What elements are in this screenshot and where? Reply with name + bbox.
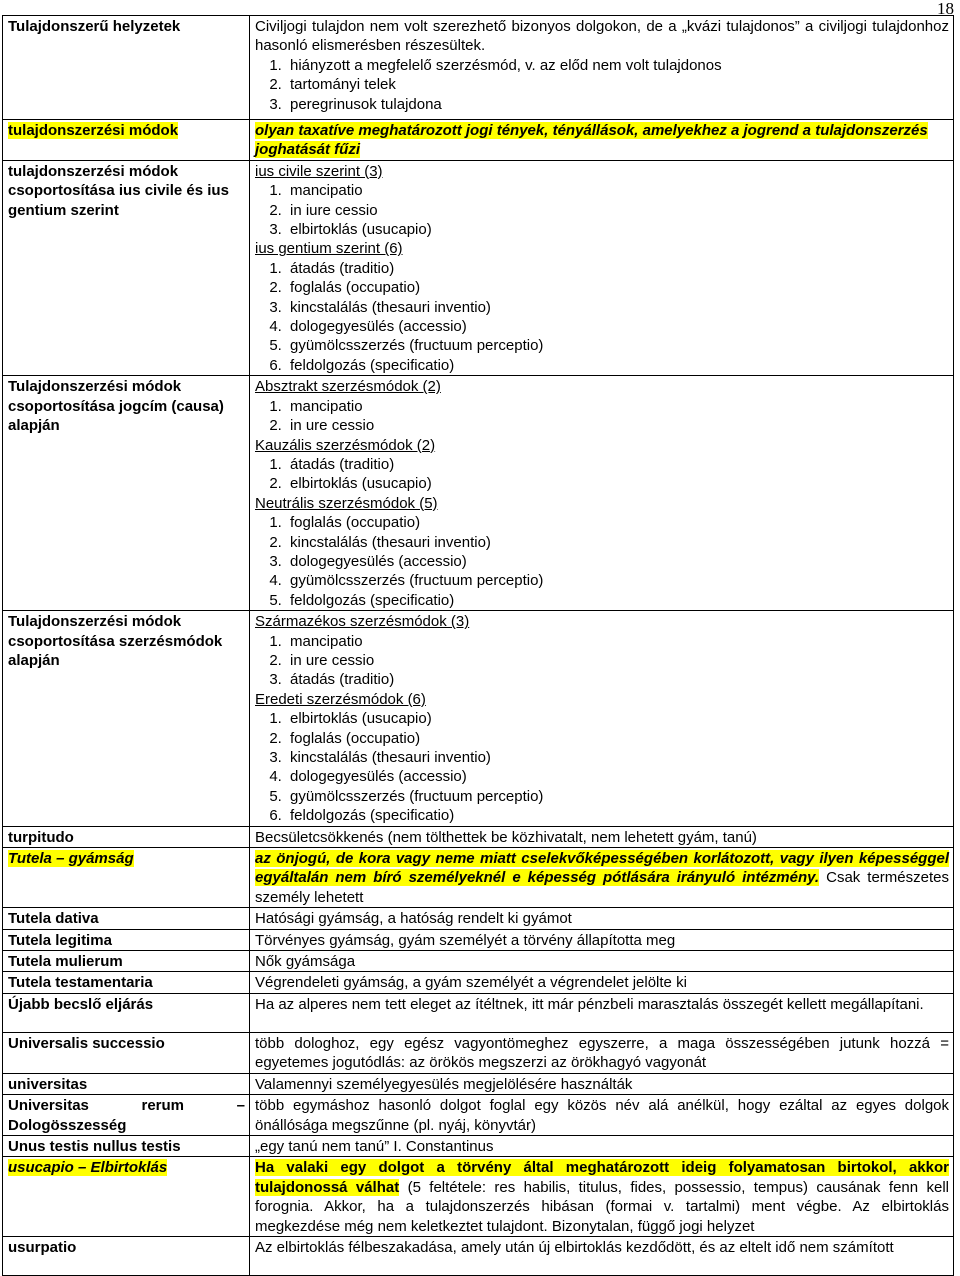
term-cell (3, 376, 250, 611)
term-cell (3, 1135, 250, 1156)
definition-text: „egy tanú nem tanú” I. Constantinus (255, 1137, 494, 1155)
definition-text: Hatósági gyámság, a hatóság rendelt ki gyámot (255, 910, 572, 928)
term: turpitudo (8, 828, 74, 846)
term: Tulajdonszerű helyzetek (8, 18, 181, 35)
definition-cell (250, 1157, 954, 1237)
glossary-table (2, 15, 954, 1276)
list-item: 1. mancipatio (286, 397, 949, 416)
definition-cell (250, 1073, 954, 1094)
numbered-list (255, 513, 949, 610)
definition-highlight: olyan taxatíve meghatározott jogi tények, tényállások, amelyekhez a jogrend a tulajdonszerzés joghatását fűzi (255, 122, 928, 159)
definition-text: Ha az alperes nem tett eleget az ítéltnek, itt már pénzbeli marasztalás összegét kellett megállapítani. (255, 995, 924, 1013)
numbered-list (255, 56, 949, 114)
table-row (3, 1135, 954, 1156)
table-row (3, 972, 954, 993)
table-row (3, 848, 954, 908)
term: usucapio – Elbirtoklás (8, 1159, 168, 1177)
list-item: 2. in iure cessio (286, 201, 949, 220)
term-cell (3, 1073, 250, 1094)
definition-text: Végrendeleti gyámság, a gyám személyét a végrendelet jelölte ki (255, 974, 687, 992)
definition-cell (250, 929, 954, 950)
term: tulajdonszerzési módok csoportosítása ius civile és ius gentium szerint (8, 162, 229, 219)
list-item: 1. elbirtoklás (usucapio) (286, 709, 949, 728)
definition-cell (250, 826, 954, 847)
definition-cell (250, 1236, 954, 1275)
list-item: 3. kincstalálás (thesauri inventio) (286, 298, 949, 317)
group-heading: Eredeti szerzésmódok (6) (255, 690, 426, 708)
list-item: 2. in ure cessio (286, 416, 949, 435)
definition-text: több egymáshoz hasonló dolgot foglal egy közös név alá anélkül, hogy ezáltal az egyes dolgok önállósága megszűnne (pl. nyáj, könyvtár) (255, 1097, 949, 1134)
term: Tutela – gyámság (8, 850, 134, 868)
list-item: 5. gyümölcsszerzés (fructuum perceptio) (286, 336, 949, 355)
term-continuation: Dologösszesség (8, 1116, 127, 1134)
definition-text: Az elbirtoklás félbeszakadása, amely után új elbirtoklás kezdődött, és az eltelt idő nem számított (255, 1238, 894, 1256)
list-item: 4. dologegyesülés (accessio) (286, 767, 949, 786)
table-row (3, 1236, 954, 1275)
list-item: 3. átadás (traditio) (286, 670, 949, 689)
term-cell (3, 1236, 250, 1275)
term-cell (3, 611, 250, 826)
term-part: Universitas rerum (8, 1097, 185, 1115)
term-cell (3, 929, 250, 950)
list-item: 6. feldolgozás (specificatio) (286, 806, 949, 825)
list-item: 1. átadás (traditio) (286, 259, 949, 278)
list-item: 2. foglalás (occupatio) (286, 729, 949, 748)
list-item: 2. foglalás (occupatio) (286, 278, 949, 297)
table-row (3, 908, 954, 929)
definition-text: Törvényes gyámság, gyám személyét a törvény állapította meg (255, 931, 676, 949)
definition-cell (250, 160, 954, 375)
definition-cell (250, 16, 954, 120)
list-item: 3. peregrinusok tulajdona (286, 95, 949, 114)
list-item: 4. gyümölcsszerzés (fructuum perceptio) (286, 571, 949, 590)
group-heading: Neutrális szerzésmódok (5) (255, 494, 438, 512)
list-item: 1. foglalás (occupatio) (286, 513, 949, 532)
list-item: 5. gyümölcsszerzés (fructuum perceptio) (286, 787, 949, 806)
definition-highlight: Ha valaki egy dolgot a törvény által meghatározott ideig folyamatosan birtokol, akkor tulajdonossá válhat (255, 1159, 949, 1196)
numbered-list (255, 455, 949, 494)
term-cell (3, 120, 250, 161)
term-cell (3, 1157, 250, 1237)
definition-cell (250, 972, 954, 993)
definition-text: Valamennyi személyegyesülés megjelölésére használták (255, 1075, 633, 1093)
definition-text: Becsületcsökkenés (nem tölthettek be közhivatalt, nem lehetett gyám, tanú) (255, 828, 757, 846)
table-row (3, 1073, 954, 1094)
list-item: 1. mancipatio (286, 181, 949, 200)
group-heading: ius civile szerint (3) (255, 162, 383, 180)
definition-cell (250, 993, 954, 1032)
definition-cell (250, 1135, 954, 1156)
term-cell (3, 1032, 250, 1073)
definition-highlight: az önjogú, de kora vagy neme miatt cselekvőképességében korlátozott, vagy ilyen képességgel egyáltalán nem bíró személyeknél e képesség pótlására irányuló intézmény. (255, 850, 949, 887)
numbered-list (255, 397, 949, 436)
list-item: 1. mancipatio (286, 632, 949, 651)
term-cell (3, 16, 250, 120)
definition-cell (250, 120, 954, 161)
page-number: 18 (937, 0, 954, 18)
list-item: 3. kincstalálás (thesauri inventio) (286, 748, 949, 767)
table-row (3, 826, 954, 847)
table-row (3, 1032, 954, 1073)
numbered-list (255, 709, 949, 825)
term-cell (3, 826, 250, 847)
definition-text: több dologhoz, egy egész vagyontömeghez egyszerre, a maga összességében jutunk hozzá = egyetemes jogutódlás: az örökös megszerzi az örökhagyó vagyonát (255, 1034, 949, 1072)
term: Tulajdonszerzési módok csoportosítása jogcím (causa) alapján (8, 378, 224, 435)
term (8, 1096, 245, 1115)
term: Tutela mulierum (8, 953, 123, 971)
list-item: 2. in ure cessio (286, 651, 949, 670)
table-row (3, 1157, 954, 1237)
definition-cell (250, 848, 954, 908)
definition-cell (250, 908, 954, 929)
list-item: 2. tartományi telek (286, 75, 949, 94)
definition-text: Nők gyámsága (255, 953, 356, 971)
table-row (3, 120, 954, 161)
table-row (3, 16, 954, 120)
term-cell (3, 993, 250, 1032)
term: Tutela dativa (8, 910, 99, 928)
list-item: 4. dologegyesülés (accessio) (286, 317, 949, 336)
term: Tutela testamentaria (8, 974, 153, 992)
table-row (3, 929, 954, 950)
definition-text: Csak természetes személy lehetett (255, 869, 949, 906)
list-item: 3. elbirtoklás (usucapio) (286, 220, 949, 239)
numbered-list (255, 259, 949, 375)
list-item: 1. átadás (traditio) (286, 455, 949, 474)
list-item: 3. dologegyesülés (accessio) (286, 552, 949, 571)
group-heading: Kauzális szerzésmódok (2) (255, 436, 436, 454)
term-cell (3, 1095, 250, 1136)
list-item: 2. elbirtoklás (usucapio) (286, 474, 949, 493)
table-row (3, 993, 954, 1032)
group-heading: Származékos szerzésmódok (3) (255, 613, 470, 631)
table-row (3, 376, 954, 611)
definition-text: (5 feltétele: res habilis, titulus, fides, possessio, tempus) causának fenn kell forognia. Akkor, ha a tulajdonszerzés hibásan (formai v. tartalmi) ment végbe. Az elbirtoklás megkezdése még nem keletkeztet tulajdont. Bizonytalan, függő jogi helyzet (255, 1178, 949, 1235)
term: Tutela legitima (8, 931, 112, 949)
list-item: 1. hiányzott a megfelelő szerzésmód, v. az előd nem volt tulajdonos (286, 56, 949, 75)
group-heading: Absztrakt szerzésmódok (2) (255, 378, 441, 396)
definition-cell (250, 376, 954, 611)
list-item: 5. feldolgozás (specificatio) (286, 591, 949, 610)
term: Újabb becslő eljárás (8, 995, 154, 1013)
table-row (3, 611, 954, 826)
term-cell (3, 160, 250, 375)
definition-cell (250, 1032, 954, 1073)
term: usurpatio (8, 1238, 77, 1256)
definition-cell (250, 611, 954, 826)
numbered-list (255, 632, 949, 690)
table-row (3, 1095, 954, 1136)
term: universitas (8, 1075, 88, 1093)
term-cell (3, 951, 250, 972)
table-row (3, 951, 954, 972)
list-item: 6. feldolgozás (specificatio) (286, 356, 949, 375)
definition-cell (250, 951, 954, 972)
table-row (3, 160, 954, 375)
term: Universalis successio (8, 1034, 165, 1052)
term-cell (3, 848, 250, 908)
numbered-list (255, 181, 949, 239)
term: Tulajdonszerzési módok csoportosítása szerzésmódok alapján (8, 613, 223, 669)
term: Unus testis nullus testis (8, 1137, 181, 1155)
list-item: 2. kincstalálás (thesauri inventio) (286, 533, 949, 552)
term-cell (3, 908, 250, 929)
definition-text: Civiljogi tulajdon nem volt szerezhető bizonyos dolgokon, de a „kvázi tulajdonos” a civiljogi tulajdonhoz hasonló elismerésben részesültek. (255, 18, 949, 55)
definition-cell (250, 1095, 954, 1136)
term-cell (3, 972, 250, 993)
term-dash: – (236, 1097, 246, 1115)
term: tulajdonszerzési módok (8, 122, 179, 139)
group-heading: ius gentium szerint (6) (255, 240, 403, 258)
